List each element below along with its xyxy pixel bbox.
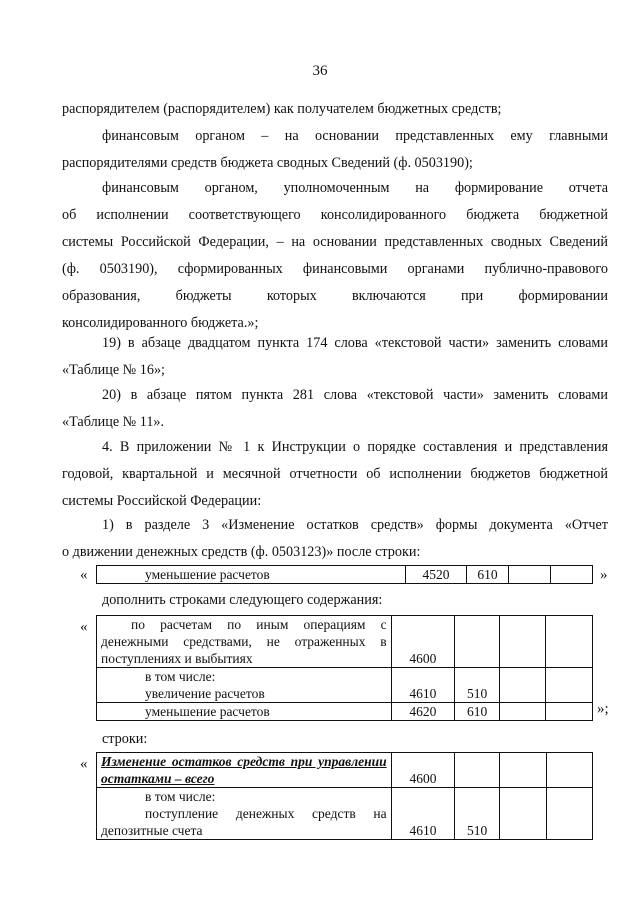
open-quote: « — [80, 567, 88, 583]
sub-label: увеличение расчетов — [145, 686, 265, 701]
paragraph-8 — [102, 587, 640, 614]
text-line: системы Российской Федерации, – на основании представленных сводных Сведений — [62, 234, 608, 250]
table-cell-label: уменьшение расчетов — [97, 566, 406, 584]
sub-label: в том числе: — [145, 789, 216, 804]
table-cell-empty — [546, 668, 593, 703]
open-quote: « — [80, 619, 88, 635]
table-1 — [96, 565, 593, 584]
table-cell-empty — [546, 616, 593, 668]
text-line: (ф. 0503190), сформированных финансовыми органами публично-правового — [62, 261, 608, 277]
text-line: распорядителями средств бюджета сводных Сведений (ф. 0503190); — [62, 155, 473, 171]
text-line: образования, бюджеты которых включаются при формировании — [62, 288, 608, 304]
table-cell-code: 4600 — [391, 753, 455, 788]
table-3 — [96, 752, 593, 840]
table-row — [97, 668, 593, 703]
table-cell-empty — [500, 616, 546, 668]
paragraph-3 — [62, 175, 608, 337]
table-cell-empty — [500, 788, 546, 840]
table-cell-label: Изменение остатков средств при управлении остатками – всего — [97, 753, 392, 788]
paragraph-9 — [102, 726, 640, 753]
paragraph-5 — [62, 382, 608, 436]
table-cell-label: уменьшение расчетов — [97, 703, 392, 721]
text-line: 1) в разделе 3 «Изменение остатков средств» формы документа «Отчет — [102, 517, 608, 533]
table-cell-empty — [551, 566, 593, 584]
table-cell-kosgu: 510 — [455, 668, 500, 703]
table-cell-label — [97, 788, 392, 840]
table-cell-code: 4610 — [391, 788, 455, 840]
table-cell-code: 4610 — [391, 668, 455, 703]
paragraph-7 — [62, 512, 608, 566]
table-cell-code: 4600 — [391, 616, 455, 668]
table-cell-kosgu: 510 — [455, 788, 500, 840]
table-row — [97, 753, 593, 788]
table-cell-code: 4520 — [406, 566, 466, 584]
text-line: финансовым органом, уполномоченным на формирование отчета — [102, 180, 608, 196]
paragraph-6 — [62, 434, 608, 515]
text-line: консолидированного бюджета.»; — [62, 315, 259, 331]
table-row — [97, 566, 593, 584]
text-line: об исполнении соответствующего консолидированного бюджета бюджетной — [62, 207, 608, 223]
text-line: распорядителем (распорядителем) как получателем бюджетных средств; — [62, 101, 502, 117]
table-cell-empty — [455, 753, 500, 788]
table-cell-empty — [500, 668, 546, 703]
paragraph-4 — [62, 330, 608, 384]
text-line: дополнить строками следующего содержания: — [102, 592, 383, 608]
text-line: годовой, квартальной и месячной отчетности об исполнении бюджетов бюджетной — [62, 466, 608, 482]
text-line: 20) в абзаце пятом пункта 281 слова «текстовой части» заменить словами — [102, 387, 608, 403]
close-quote: »; — [597, 701, 609, 717]
table-cell-empty — [455, 616, 500, 668]
table-cell-empty — [500, 753, 546, 788]
text-line: финансовым органом – на основании представленных ему главными — [102, 128, 608, 144]
table-row — [97, 788, 593, 840]
text-line: «Таблице № 16»; — [62, 362, 165, 378]
table-cell-empty — [509, 566, 551, 584]
table-cell-kosgu: 610 — [455, 703, 500, 721]
text-line: строки: — [102, 731, 148, 747]
table-2 — [96, 615, 593, 721]
text-line: 4. В приложении № 1 к Инструкции о порядке составления и представления — [102, 439, 608, 455]
page-number: 36 — [312, 63, 328, 79]
table-row — [97, 703, 593, 721]
table-cell-label: по расчетам по иным операциям с денежными средствами, не отраженных в поступлениях и выбытиях — [97, 616, 392, 668]
text-line: о движении денежных средств (ф. 0503123)» после строки: — [62, 544, 421, 560]
table-cell-empty — [500, 703, 546, 721]
table-cell-label — [97, 668, 392, 703]
text-line: системы Российской Федерации: — [62, 493, 262, 509]
table-cell-kosgu: 610 — [466, 566, 509, 584]
table-cell-code: 4620 — [391, 703, 455, 721]
close-quote: » — [600, 567, 608, 583]
text-line: «Таблице № 11». — [62, 414, 165, 430]
table-cell-empty — [546, 753, 593, 788]
paragraph-1 — [62, 96, 608, 123]
table-cell-empty — [546, 788, 593, 840]
sub-label: в том числе: — [145, 669, 216, 684]
table-cell-empty — [546, 703, 593, 721]
sub-label: поступление денежных средств на депозитные счета — [101, 806, 387, 838]
table-row — [97, 616, 593, 668]
open-quote: « — [80, 756, 88, 772]
text-line: 19) в абзаце двадцатом пункта 174 слова «текстовой части» заменить словами — [102, 335, 608, 351]
paragraph-2 — [62, 123, 608, 177]
